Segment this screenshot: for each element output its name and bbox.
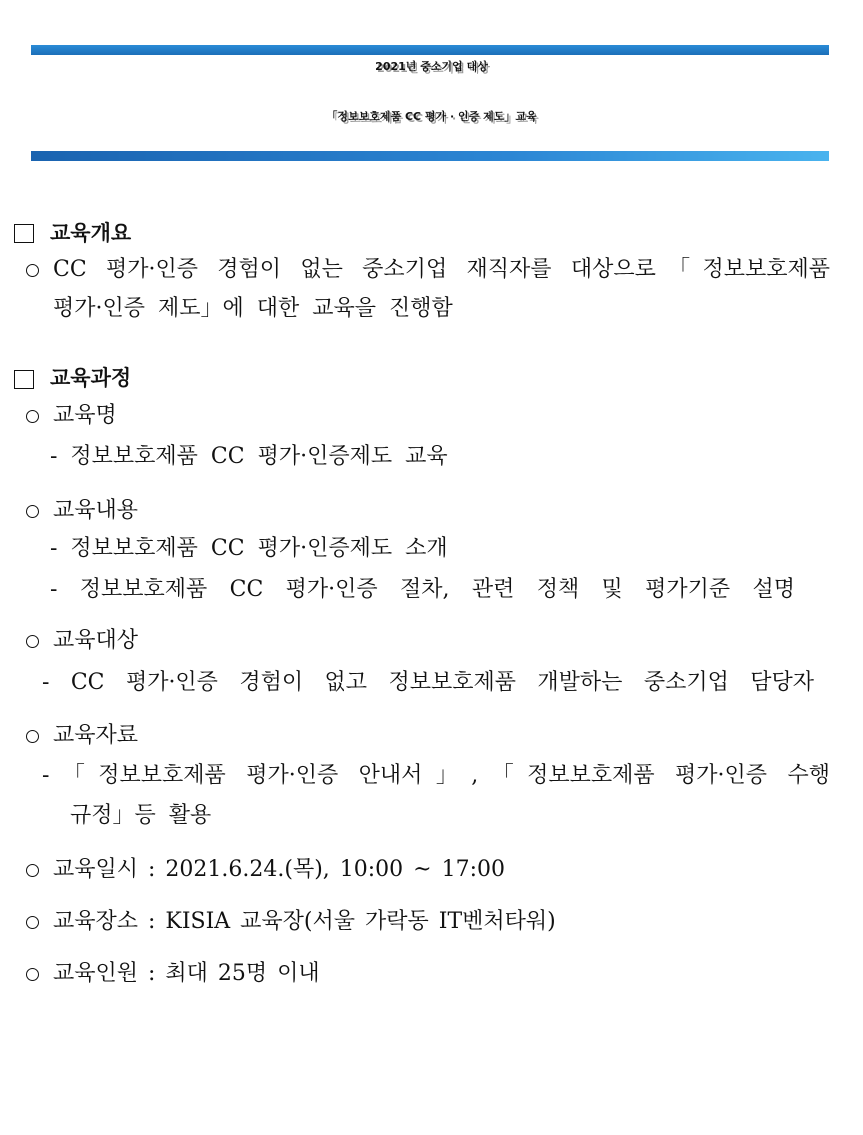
course-target-label: 교육대상 (53, 628, 139, 653)
circle-bullet (26, 864, 39, 877)
course-materials-item-1: -「정보보호제품 평가·인증 안내서」,「정보보호제품 평가·인증 수행 (42, 763, 830, 788)
course-name-item: - 정보보호제품 CC 평가·인증제도 교육 (50, 444, 448, 469)
header-top-bar (31, 45, 829, 55)
course-datetime: 교육일시 : 2021.6.24.(목), 10:00 ~ 17:00 (53, 857, 505, 882)
section-square-bullet (14, 370, 34, 389)
header-bottom-bar (31, 151, 829, 161)
circle-bullet (26, 730, 39, 743)
course-materials-label: 교육자료 (53, 723, 139, 748)
course-content-label: 교육내용 (53, 498, 139, 523)
circle-bullet (26, 264, 39, 277)
course-materials-item-2: 규정」등 활용 (70, 803, 212, 828)
circle-bullet (26, 505, 39, 518)
course-location: 교육장소 : KISIA 교육장(서울 가락동 IT벤처타워) (53, 909, 556, 934)
course-content-item-2: - 정보보호제품 CC 평가·인증 절차, 관련 정책 및 평가기준 설명 (50, 577, 795, 602)
course-target-item: - CC 평가·인증 경험이 없고 정보보호제품 개발하는 중소기업 담당자 (42, 670, 814, 695)
course-capacity: 교육인원 : 최대 25명 이내 (53, 961, 320, 986)
course-content-item-1: - 정보보호제품 CC 평가·인증제도 소개 (50, 536, 448, 561)
circle-bullet (26, 410, 39, 423)
title-line-1: 2021년 중소기업 대상 (375, 60, 488, 73)
circle-bullet (26, 968, 39, 981)
course-name-label: 교육명 (53, 403, 117, 428)
section-heading-course: 교육과정 (50, 366, 132, 390)
overview-text-line-1: CC 평가·인증 경험이 없는 중소기업 재직자를 대상으로「정보보호제품 (53, 257, 830, 282)
circle-bullet (26, 916, 39, 929)
title-line-2: 「정보보호제품 CC 평가 · 인증 제도」교육 (326, 110, 537, 123)
section-heading-overview: 교육개요 (50, 221, 132, 245)
section-square-bullet (14, 224, 34, 243)
circle-bullet (26, 635, 39, 648)
overview-text-line-2: 평가·인증 제도」에 대한 교육을 진행함 (53, 296, 453, 321)
